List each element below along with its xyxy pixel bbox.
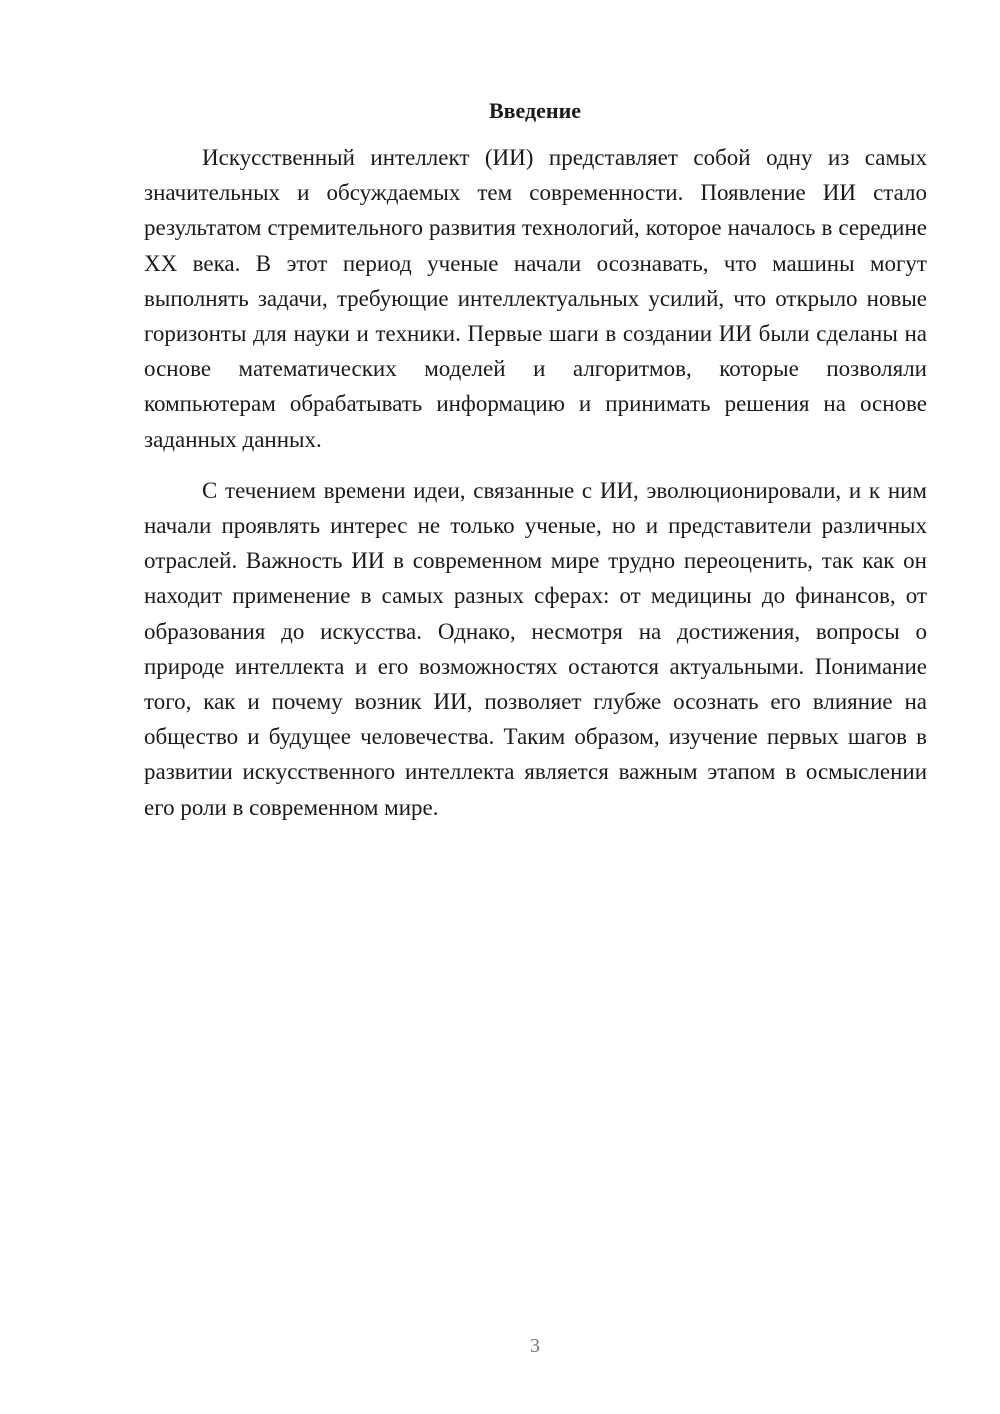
paragraph-2: С течением времени идеи, связанные с ИИ, эволюционировали, и к ним начали проявлять интерес не только ученые, но и представители различных отраслей. Важность ИИ в современном мире трудно переоценить, так как он находит применение в самых разных сферах: от медицины до финансов, от образования до искусства. Однако, несмотря на достижения, вопросы о природе интеллекта и его возможностях остаются актуальными. Понимание того, как и почему возник ИИ, позволяет глубже осознать его влияние на общество и будущее человечества. Таким образом, изучение первых шагов в развитии искусственного интеллекта является важным этапом в осмыслении его роли в современном мире. [144, 477, 927, 820]
page-title: Введение [488, 98, 582, 123]
page-number: 3 [530, 1335, 540, 1357]
paragraph-1: Искусственный интеллект (ИИ) представляет собой одну из самых значительных и обсуждаемых тем современности. Появление ИИ стало результатом стремительного развития технологий, которое началось в середине XX века. В этот период ученые начали осознавать, что машины могут выполнять задачи, требующие интеллектуальных усилий, что открыло новые горизонты для науки и техники. Первые шаги в создании ИИ были сделаны на основе математических моделей и алгоритмов, которые позволяли компьютерам обрабатывать информацию и принимать решения на основе заданных данных. [144, 145, 927, 452]
body-text [144, 140, 927, 825]
